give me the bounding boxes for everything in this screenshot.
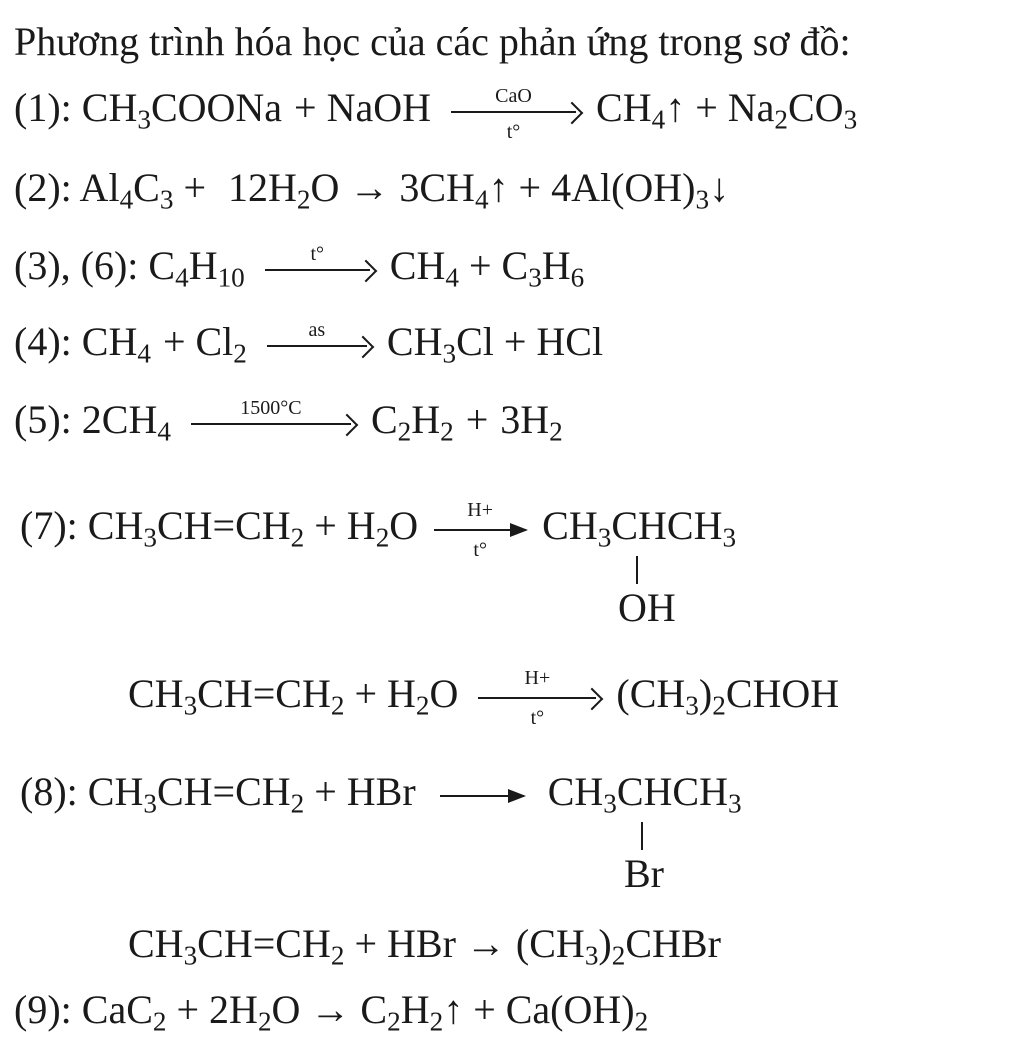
reaction-8-condensed: $CH_3CH=CH_2$ + HBr → $(CH_3)_2CHBr$ (128, 921, 721, 971)
temperature-label: t° (310, 242, 325, 265)
page-title: Phương trình hóa học của các phản ứng trong sơ đồ: (14, 19, 851, 64)
substituent-oh: OH (618, 585, 676, 630)
reaction-2: (2): $Al_4C_3 + 12H_2O$ → $3CH_4↑$ + $4Al(OH)_3↓$ (14, 165, 730, 215)
reaction-9: (9): $CaC_2 + 2H_2O$ → $C_2H_2↑ + Ca(OH)_2$ (14, 987, 649, 1037)
catalyst-label: H+ (467, 498, 494, 521)
reaction-label: (9): (14, 987, 72, 1032)
temperature-label: 1500°C (240, 396, 302, 419)
temperature-label: t° (506, 120, 521, 143)
bond-line (636, 556, 638, 584)
temperature-label: t° (530, 706, 545, 729)
light-label: as (308, 318, 326, 341)
reaction-arrow (191, 396, 351, 444)
reaction-label: (4): (14, 319, 72, 364)
reaction-arrow (440, 776, 524, 816)
reaction-label: (5): (14, 397, 72, 442)
reaction-5: (5): $2CH_4$ 1500°C $C_2H_2 + 3H_2$ (14, 396, 563, 447)
reaction-7-condensed: $CH_3CH=CH_2 + H_2O$ $\frac{H+}{t^\circ}$ $(CH_3)_2CHOH$ (128, 666, 840, 729)
substituent-br: Br (624, 851, 664, 896)
reaction-arrow (434, 498, 526, 561)
temperature-label: t° (473, 538, 487, 561)
reaction-label: (3), (6): (14, 243, 139, 288)
reaction-arrow (265, 242, 370, 290)
bond-line (641, 822, 643, 850)
reaction-1: (1): $CH_3COONa$ + NaOH CaO t° $CH_4↑ + Na_2CO_3$ (14, 84, 858, 143)
catalyst-label: CaO (495, 84, 532, 107)
reaction-arrow (267, 318, 367, 366)
reaction-3-6: (3), (6): $C_4H_{10}$ t° $CH_4 + C_3H_6$ (14, 242, 585, 293)
reaction-label: (8): (20, 769, 78, 814)
reaction-arrow (451, 84, 576, 143)
catalyst-label: H+ (524, 666, 551, 689)
reaction-4: (4): $CH_4 + Cl_2$ as $CH_3Cl$ + HCl (14, 318, 604, 369)
reaction-7: (7): $CH_3CH=CH_2 + H_2O$ $\frac{H+}{t^\circ}$ $CH_3CHCH_3$ (20, 498, 737, 561)
reaction-label: (1): (14, 85, 72, 130)
reaction-label: (7): (20, 503, 78, 548)
reaction-label: (2): (14, 165, 72, 210)
reaction-8: (8): $CH_3CH=CH_2$ + HBr $CH_3CHCH_3$ (20, 769, 742, 819)
reaction-arrow (478, 666, 596, 729)
